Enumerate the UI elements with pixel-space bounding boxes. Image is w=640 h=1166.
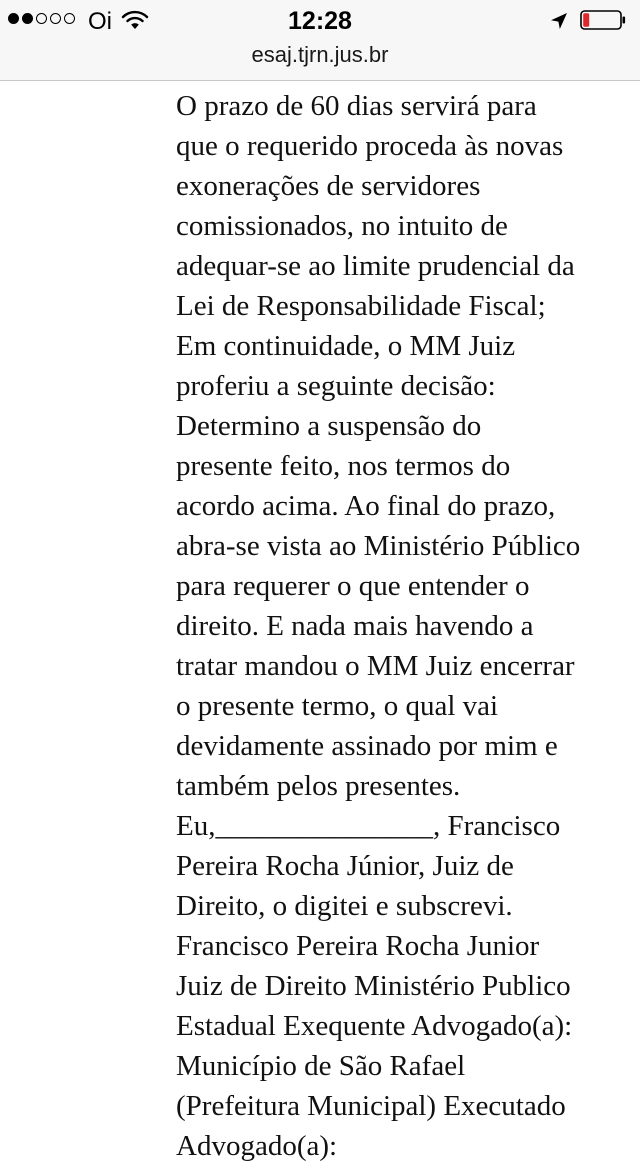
document-line: Em continuidade, o MM Juiz <box>176 330 516 362</box>
document-text <box>176 86 634 1166</box>
battery-icon <box>580 10 626 30</box>
document-line: presente feito, nos termos do <box>176 450 511 482</box>
document-line: Eu,_______________, Francisco <box>176 810 561 842</box>
document-line: Advogado(a): <box>176 1130 338 1162</box>
status-time: 12:28 <box>288 7 352 35</box>
document-line: adequar-se ao limite prudencial da <box>176 250 575 282</box>
document-line: O prazo de 60 dias servirá para <box>176 90 537 122</box>
status-bar <box>0 0 640 40</box>
document-line: Francisco Pereira Rocha Junior <box>176 930 540 962</box>
document-line: também pelos presentes. <box>176 770 461 802</box>
document-line: acordo acima. Ao final do prazo, <box>176 490 556 522</box>
document-line: Juiz de Direito Ministério Publico <box>176 970 571 1002</box>
browser-chrome <box>0 0 640 81</box>
document-line: exonerações de servidores <box>176 170 481 202</box>
document-line: Direito, o digitei e subscrevi. <box>176 890 513 922</box>
document-line: abra-se vista ao Ministério Público <box>176 530 581 562</box>
document-line: (Prefeitura Municipal) Executado <box>176 1090 566 1122</box>
document-line: direito. E nada mais havendo a <box>176 610 534 642</box>
carrier-name: Oi <box>88 8 112 35</box>
document-line: para requerer o que entender o <box>176 570 530 602</box>
document-line: proferiu a seguinte decisão: <box>176 370 496 402</box>
document-line: Pereira Rocha Júnior, Juiz de <box>176 850 514 882</box>
document-line: Determino a suspensão do <box>176 410 482 442</box>
document-line: comissionados, no intuito de <box>176 210 508 242</box>
document-line: o presente termo, o qual vai <box>176 690 499 722</box>
document-line: Estadual Exequente Advogado(a): <box>176 1010 573 1042</box>
address-bar[interactable] <box>0 40 640 72</box>
url-text[interactable]: esaj.tjrn.jus.br <box>251 42 389 67</box>
location-arrow-icon <box>549 11 569 31</box>
document-line: devidamente assinado por mim e <box>176 730 558 762</box>
document-line: Lei de Responsabilidade Fiscal; <box>176 290 546 322</box>
document-line: tratar mandou o MM Juiz encerrar <box>176 650 575 682</box>
document-line: que o requerido proceda às novas <box>176 130 564 162</box>
document-line: Município de São Rafael <box>176 1050 466 1082</box>
